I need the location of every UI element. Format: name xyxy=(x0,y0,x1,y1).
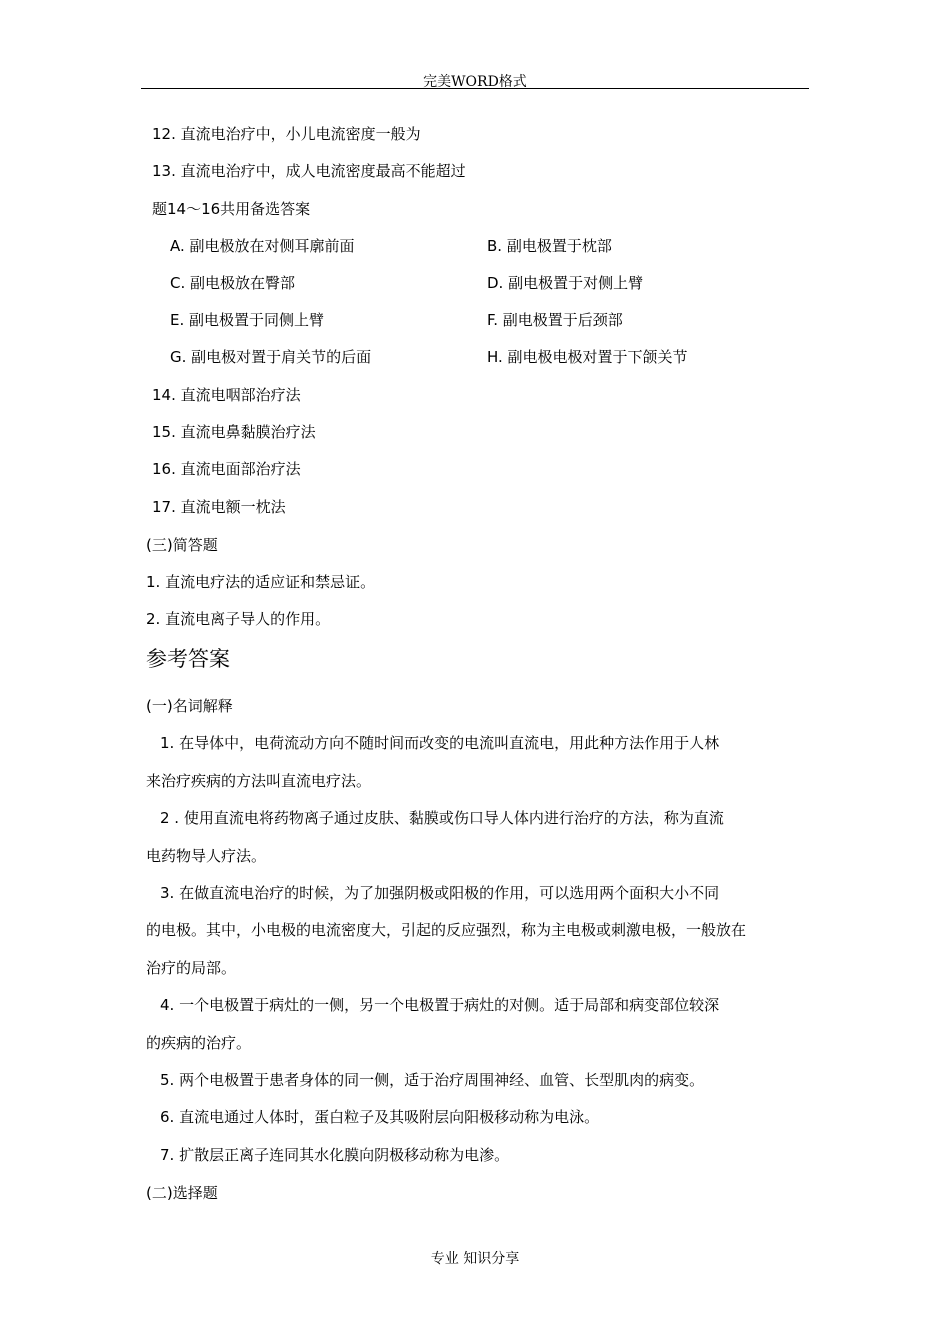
answer-line: 7. 扩散层正离子连同其水化膜向阴极移动称为电渗。 xyxy=(160,1146,510,1164)
question-15: 15. 直流电鼻黏膜治疗法 xyxy=(152,423,316,441)
short-answer-2: 2. 直流电离子导人的作用。 xyxy=(146,610,331,628)
page-footer: 专业 知识分享 xyxy=(430,1251,520,1267)
option-c: C. 副电极放在臀部 xyxy=(170,274,296,292)
answer-line: 2 . 使用直流电将药物离子通过皮肤、黏膜或伤口导人体内进行治疗的方法，称为直流 xyxy=(160,809,724,827)
option-e: E. 副电极置于同侧上臂 xyxy=(170,311,325,329)
short-answer-heading: (三)简答题 xyxy=(146,536,218,554)
page-header: 完美WORD格式 xyxy=(423,74,527,90)
answers-section-1: (一)名词解释 xyxy=(146,697,233,715)
short-answer-1: 1. 直流电疗法的适应证和禁忌证。 xyxy=(146,573,376,591)
answer-line: 5. 两个电极置于患者身体的同一侧，适于治疗周围神经、血管、长型肌肉的病变。 xyxy=(160,1071,705,1089)
question-14: 14. 直流电咽部治疗法 xyxy=(152,386,301,404)
question-16: 16. 直流电面部治疗法 xyxy=(152,460,301,478)
option-g: G. 副电极对置于肩关节的后面 xyxy=(170,348,372,366)
option-a: A. 副电极放在对侧耳廓前面 xyxy=(170,237,355,255)
answer-line: 6. 直流电通过人体时，蛋白粒子及其吸附层向阳极移动称为电泳。 xyxy=(160,1108,600,1126)
question-12: 12. 直流电治疗中，小儿电流密度一般为 xyxy=(152,125,421,143)
header-divider xyxy=(141,88,809,89)
question-13: 13. 直流电治疗中，成人电流密度最高不能超过 xyxy=(152,162,466,180)
option-b: B. 副电极置于枕部 xyxy=(487,237,612,255)
option-d: D. 副电极置于对侧上臂 xyxy=(487,274,644,292)
question-17: 17. 直流电额一枕法 xyxy=(152,498,286,516)
answers-title: 参考答案 xyxy=(146,647,230,671)
shared-options-title: 题14～16共用备选答案 xyxy=(152,200,311,218)
answer-line: 来治疗疾病的方法叫直流电疗法。 xyxy=(146,772,372,790)
answer-line: 1. 在导体中，电荷流动方向不随时间而改变的电流叫直流电，用此种方法作用于人林 xyxy=(160,734,720,752)
answer-line: 3. 在做直流电治疗的时候，为了加强阴极或阳极的作用，可以选用两个面积大小不同 xyxy=(160,884,720,902)
answer-line: 的疾病的治疗。 xyxy=(146,1034,252,1052)
option-f: F. 副电极置于后颈部 xyxy=(487,311,623,329)
answers-section-2: (二)选择题 xyxy=(146,1184,218,1202)
answer-line: 电药物导人疗法。 xyxy=(146,847,267,865)
answer-line: 治疗的局部。 xyxy=(146,959,237,977)
option-h: H. 副电极电极对置于下颌关节 xyxy=(487,348,688,366)
answer-line: 的电极。其中，小电极的电流密度大，引起的反应强烈，称为主电极或刺激电极，一般放在 xyxy=(146,921,747,939)
answer-line: 4. 一个电极置于病灶的一侧，另一个电极置于病灶的对侧。适于局部和病变部位较深 xyxy=(160,996,720,1014)
